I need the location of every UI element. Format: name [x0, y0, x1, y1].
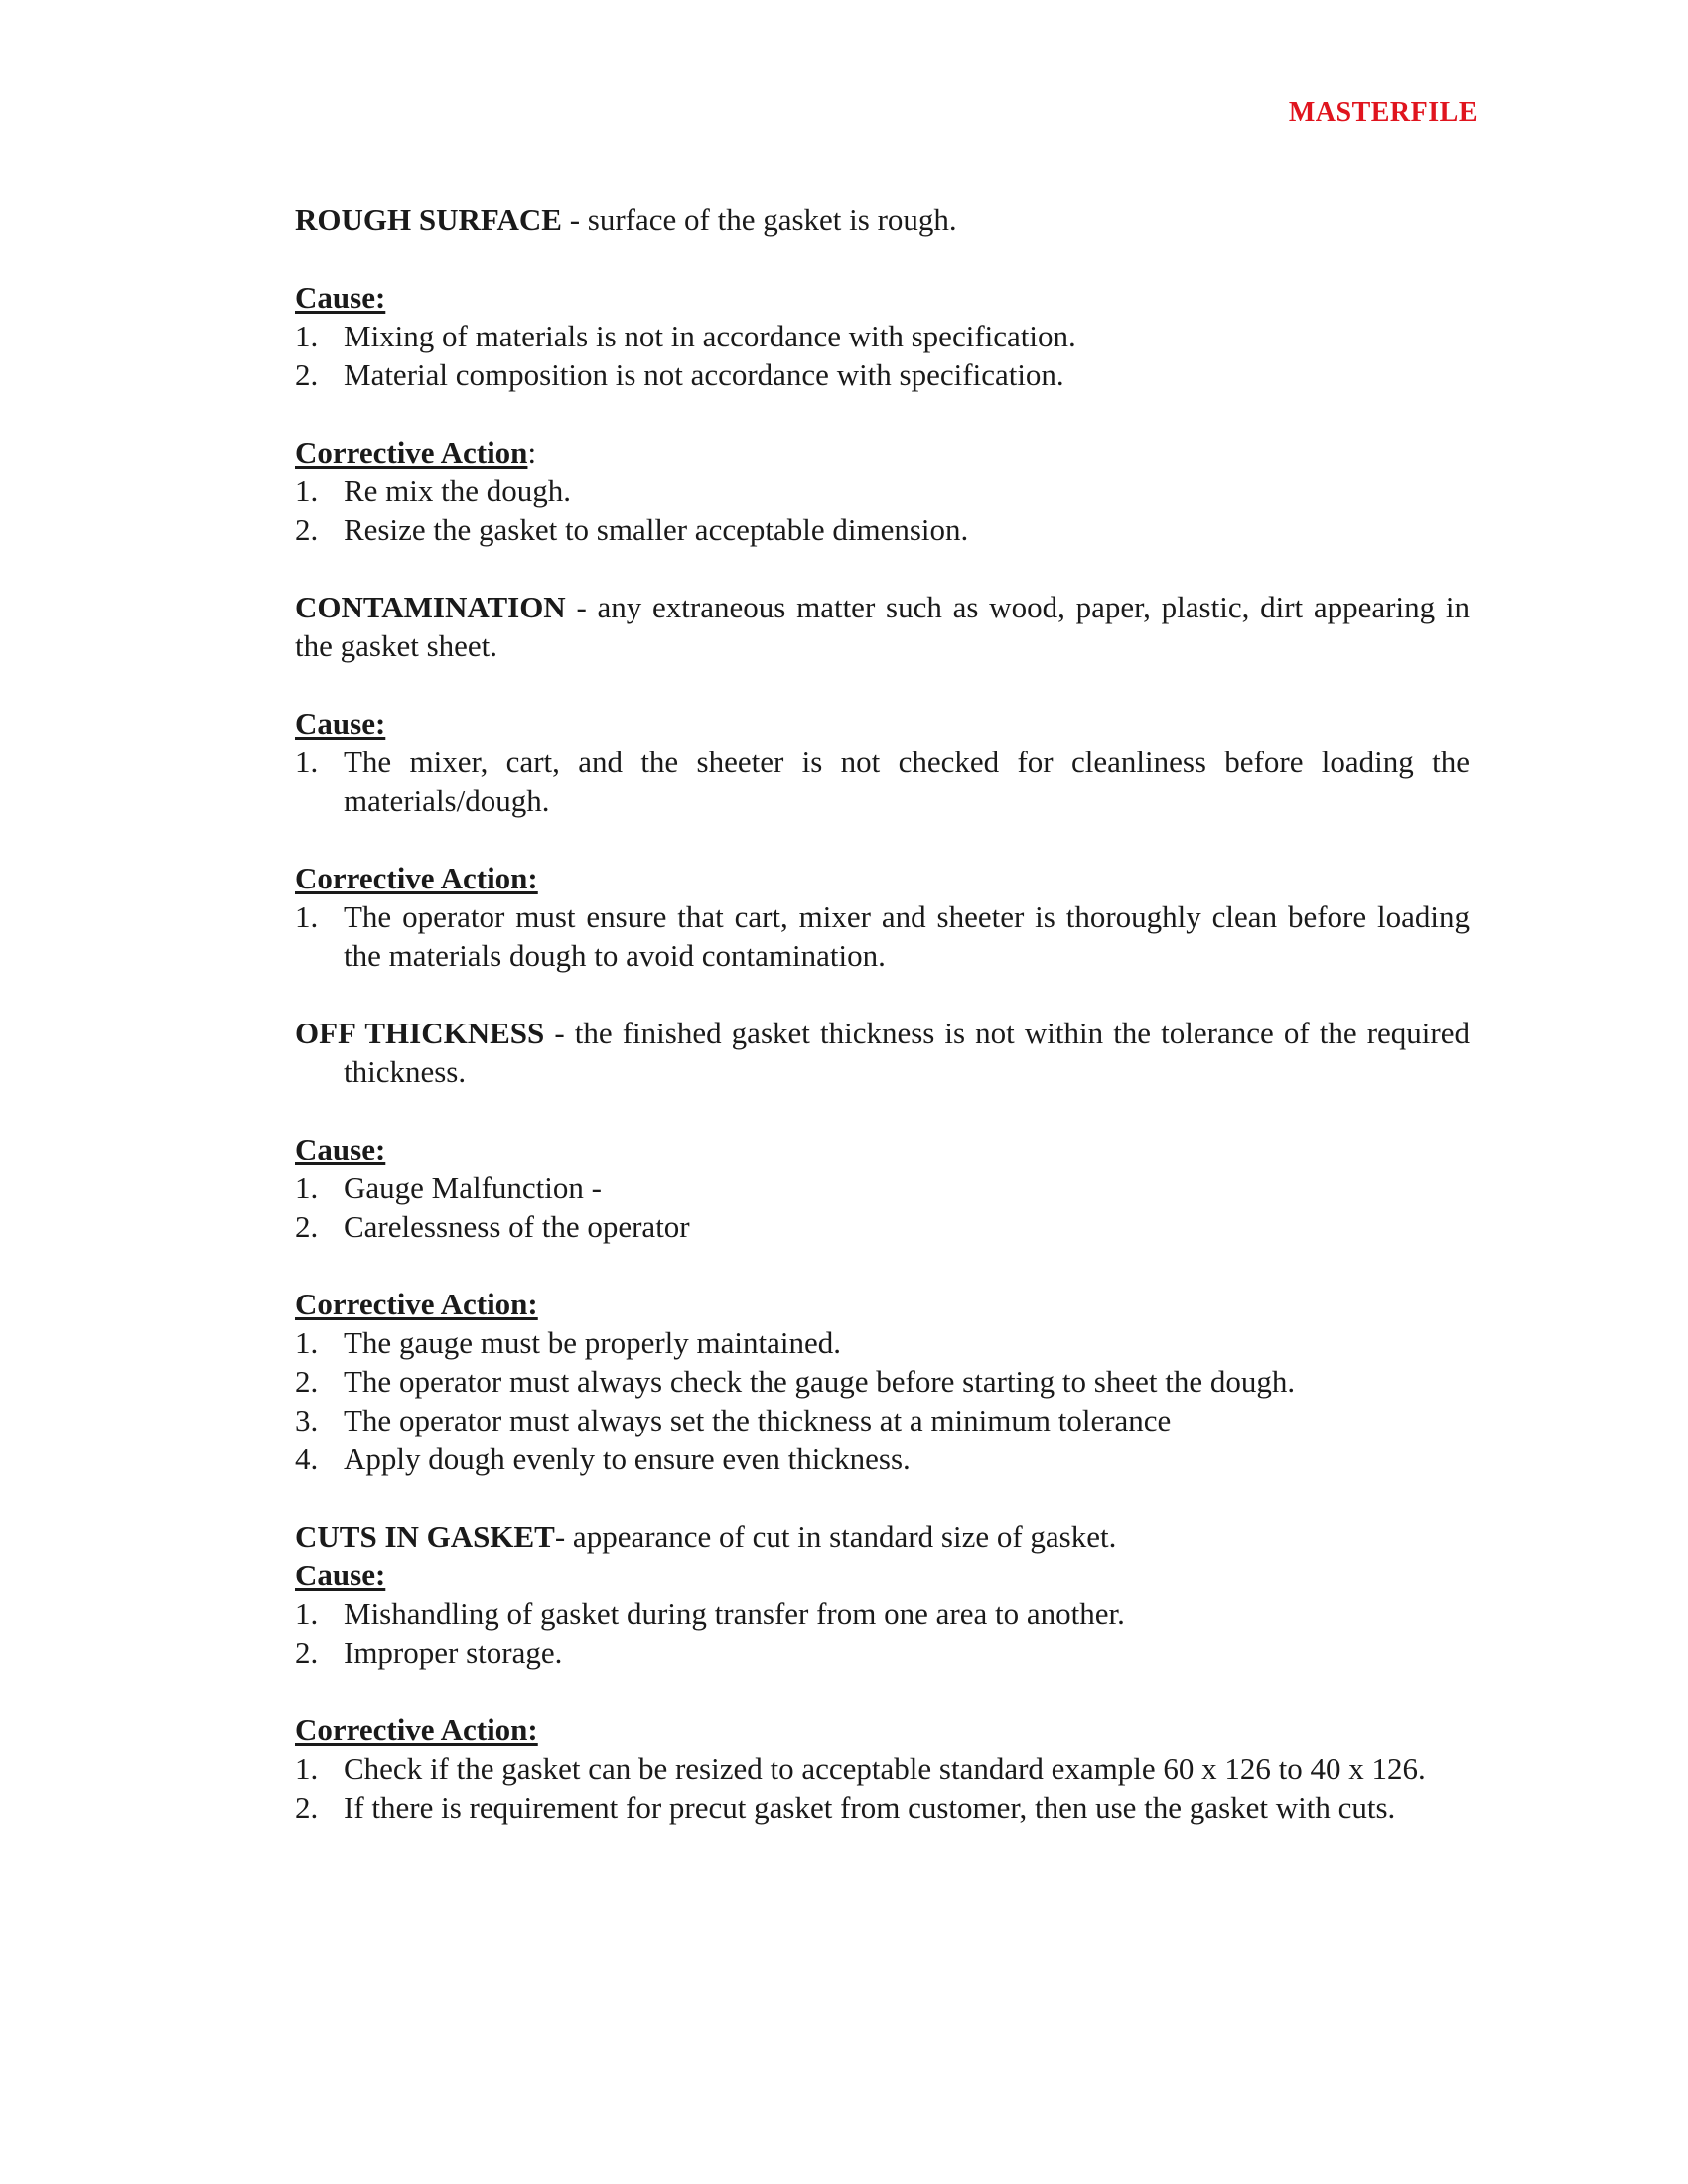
list-item: 1. The gauge must be properly maintained. — [295, 1325, 842, 1360]
defect-title: ROUGH SURFACE — [295, 203, 562, 237]
list-item: 2. Improper storage. — [295, 1635, 563, 1670]
defect-heading — [295, 588, 1470, 665]
cause-list — [295, 317, 1470, 394]
corrective-action-label: Corrective Action: — [295, 1287, 538, 1321]
cause-label: Cause: — [295, 1132, 386, 1166]
list-item: 1. Mixing of materials is not in accordance with specification. — [295, 319, 1076, 353]
defect-section-rough-surface — [295, 201, 1470, 549]
defect-description: - any extraneous matter such as wood, paper, plastic, dirt appearing in the gasket sheet. — [295, 590, 1470, 663]
cause-list — [295, 1594, 1470, 1672]
list-item: 4. Apply dough evenly to ensure even thickness. — [295, 1441, 911, 1476]
corrective-action-label: Corrective Action: — [295, 1712, 538, 1747]
cause-list — [295, 1168, 1470, 1246]
corrective-action-label: Corrective Action: — [295, 861, 538, 895]
list-item: 2. Resize the gasket to smaller acceptable dimension. — [295, 512, 969, 547]
defect-title: CUTS IN GASKET — [295, 1519, 555, 1554]
defect-description: - the finished gasket thickness is not within the tolerance of the required thickness. — [344, 1016, 1470, 1089]
defect-heading — [295, 201, 1470, 239]
defect-description: - surface of the gasket is rough. — [561, 203, 957, 237]
cause-label: Cause: — [295, 1558, 386, 1592]
list-item: 2. If there is requirement for precut gasket from customer, then use the gasket with cuts. — [295, 1790, 1396, 1825]
list-item: 3. The operator must always set the thickness at a minimum tolerance — [295, 1403, 1172, 1437]
cause-label: Cause: — [295, 280, 386, 315]
list-item: 1. Re mix the dough. — [295, 474, 572, 508]
cause-list — [295, 743, 1470, 820]
corrective-action-label: Corrective Action: — [295, 435, 537, 470]
list-item: 1. Check if the gasket can be resized to acceptable standard example 60 x 126 to 40 x 126. — [295, 1751, 1426, 1786]
corrective-action-list — [295, 1749, 1470, 1827]
corrective-action-list — [295, 897, 1470, 975]
corrective-action-list — [295, 472, 1470, 549]
cause-label: Cause: — [295, 706, 386, 741]
list-item: 2. The operator must always check the gauge before starting to sheet the dough. — [295, 1364, 1296, 1399]
defect-heading — [295, 1014, 1470, 1091]
corrective-action-list — [295, 1323, 1470, 1478]
defect-description: - appearance of cut in standard size of gasket. — [554, 1519, 1117, 1554]
list-item: 1. The mixer, cart, and the sheeter is not checked for cleanliness before loading the materials/dough. — [295, 745, 1470, 818]
defect-section-cuts-in-gasket — [295, 1517, 1470, 1827]
list-item: 2. Carelessness of the operator — [295, 1209, 690, 1244]
list-item: 1. Mishandling of gasket during transfer from one area to another. — [295, 1596, 1125, 1631]
defect-section-off-thickness — [295, 1014, 1470, 1478]
defect-title: CONTAMINATION — [295, 590, 566, 624]
masterfile-stamp: MASTERFILE — [1288, 97, 1477, 128]
list-item: 2. Material composition is not accordance with specification. — [295, 357, 1064, 392]
document-body — [295, 201, 1470, 1865]
list-item: 1. The operator must ensure that cart, mixer and sheeter is thoroughly clean before loading the materials dough to avoid contamination. — [295, 899, 1470, 973]
list-item: 1. Gauge Malfunction - — [295, 1170, 602, 1205]
defect-title: OFF THICKNESS — [295, 1016, 545, 1050]
defect-heading — [295, 1517, 1470, 1556]
defect-section-contamination — [295, 588, 1470, 975]
